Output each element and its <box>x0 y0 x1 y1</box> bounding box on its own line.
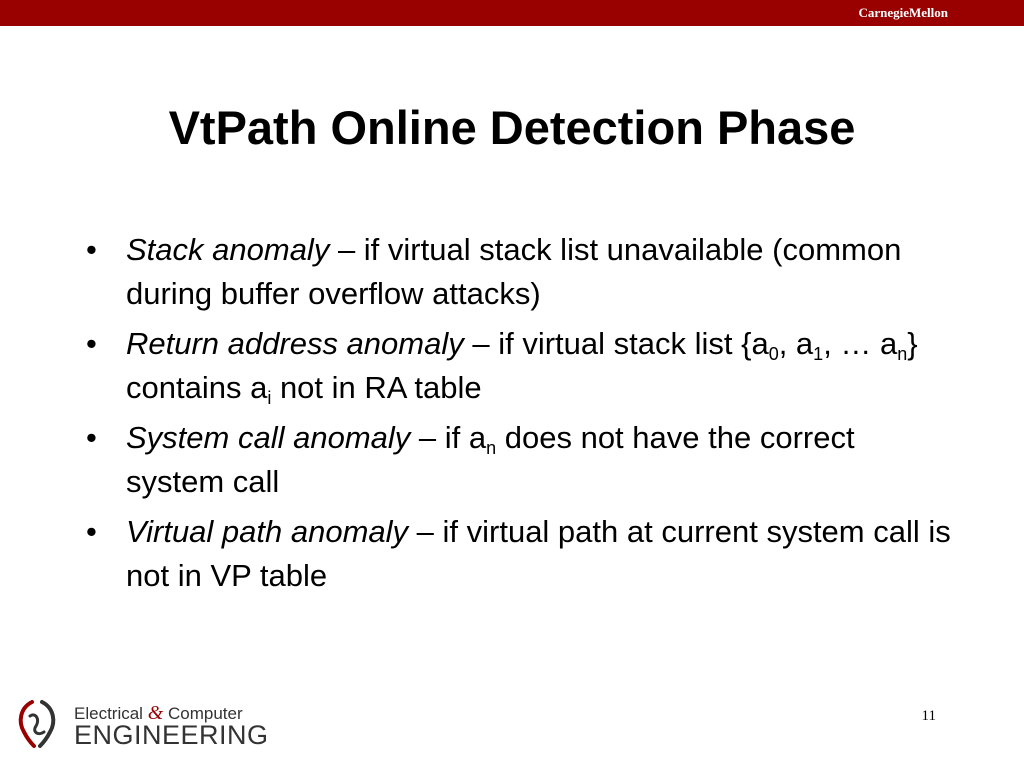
bullet-text: if virtual stack list unavailable (common during buffer overflow attacks) <box>126 232 902 311</box>
subscript: 1 <box>813 344 824 364</box>
bullet-text: , … a <box>823 326 898 361</box>
bullet-dash: – <box>463 326 499 361</box>
subscript: 0 <box>768 344 779 364</box>
bullet-term: System call anomaly <box>126 420 411 455</box>
university-brand: CarnegieMellon <box>858 5 948 20</box>
page-number: 11 <box>921 708 936 724</box>
subscript: n <box>897 344 908 364</box>
bullet-term: Virtual path anomaly <box>126 514 409 549</box>
slide-title: VtPath Online Detection Phase <box>168 101 856 154</box>
bullet-text: does not have the correct system call <box>126 420 855 499</box>
bullet-dash: – <box>408 514 443 549</box>
logo-text-computer: Computer <box>163 704 243 723</box>
bullet-term: Return address anomaly <box>126 326 464 361</box>
bullet-dash: – <box>410 420 445 455</box>
top-bar <box>0 0 1024 26</box>
bullet-text: , a <box>778 326 814 361</box>
bullet-text: if virtual stack list {a <box>498 326 769 361</box>
bullet-text: } contains a <box>126 326 918 405</box>
logo-text-engineering: ENGINEERING <box>74 720 269 750</box>
bullet-term: Stack anomaly <box>126 232 330 267</box>
bullet-text: if a <box>444 420 487 455</box>
subscript: i <box>267 388 272 408</box>
bullet-text: if virtual path at current system call is not in VP table <box>126 514 951 593</box>
ece-logo-icon <box>16 698 58 750</box>
logo-ampersand: & <box>147 702 164 724</box>
bullet-system-call-anomaly <box>80 416 960 504</box>
bullet-list <box>80 228 960 604</box>
bullet-text: not in RA table <box>271 370 482 405</box>
bullet-icon: • <box>86 232 97 267</box>
bullet-icon: • <box>86 420 97 455</box>
logo-text-electrical: Electrical <box>74 704 148 723</box>
bullet-return-address-anomaly <box>80 322 960 410</box>
bullet-virtual-path-anomaly <box>80 510 960 598</box>
ece-logo <box>16 698 269 750</box>
bullet-stack-anomaly <box>80 228 960 316</box>
bullet-icon: • <box>86 326 97 361</box>
bullet-icon: • <box>86 514 97 549</box>
bullet-dash: – <box>329 232 364 267</box>
subscript: n <box>486 438 497 458</box>
